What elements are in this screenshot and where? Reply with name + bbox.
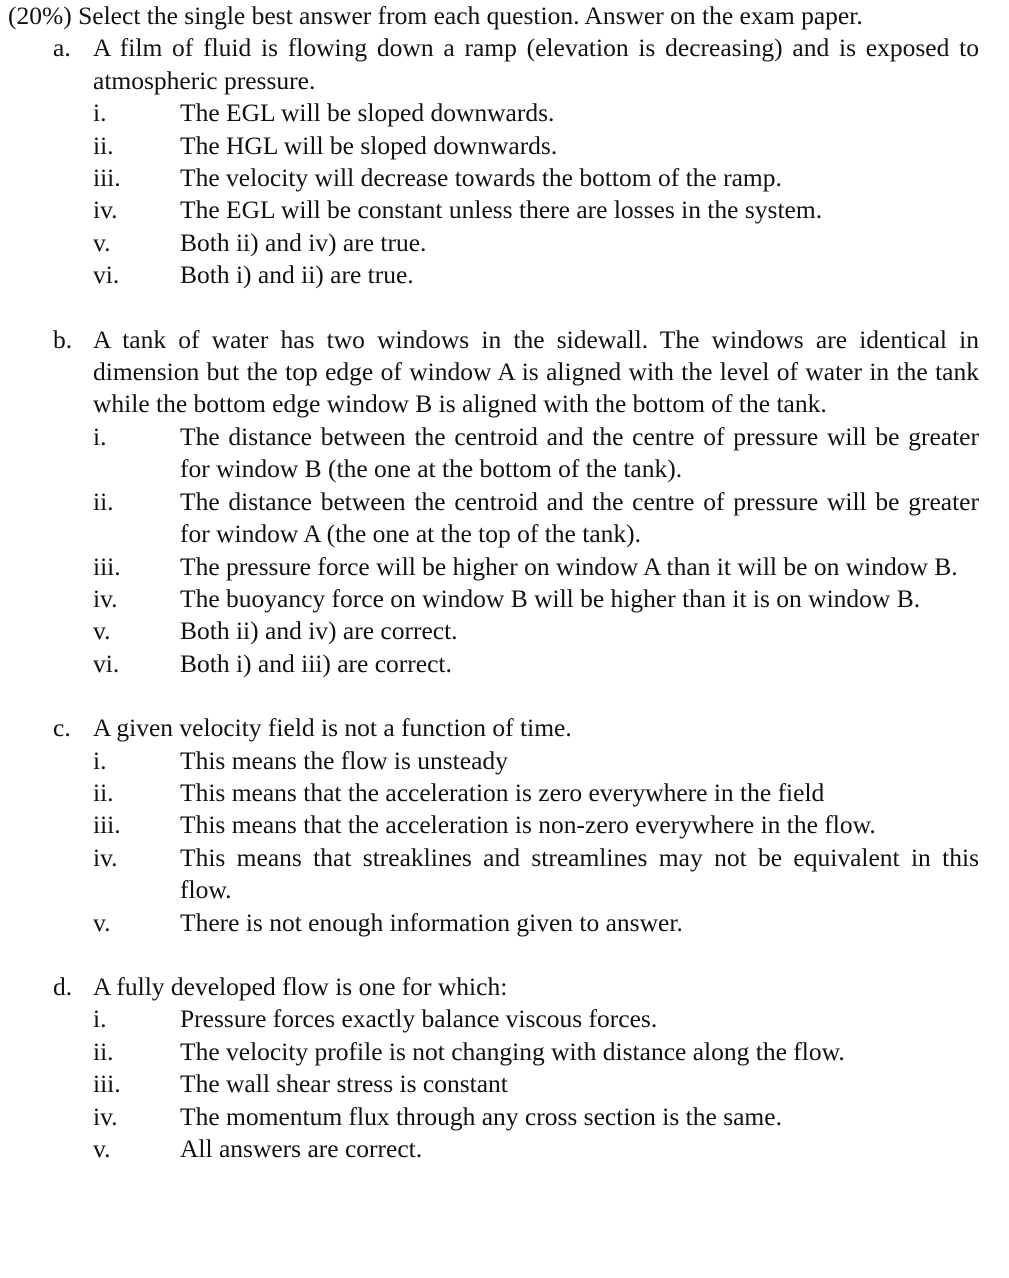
option-marker: i. <box>93 421 107 451</box>
option-marker: i. <box>93 98 107 128</box>
option-text: There is not enough information given to answer. <box>180 907 683 937</box>
option-text: This means that the acceleration is non-zero everywhere in the flow. <box>180 810 876 840</box>
option-text: The momentum flux through any cross section is the same. <box>180 1101 782 1131</box>
spacer <box>8 292 979 324</box>
option-marker: iv. <box>93 1101 118 1131</box>
question-stem: A film of fluid is flowing down a ramp (elevation is decreasing) and is exposed to atmospheric pressure. <box>93 33 979 95</box>
answer-option <box>93 745 979 777</box>
option-marker: v. <box>93 907 111 937</box>
option-text: All answers are correct. <box>180 1134 423 1163</box>
option-text: Both i) and ii) are true. <box>180 260 414 290</box>
answer-options <box>93 745 979 939</box>
option-text: Pressure forces exactly balance viscous forces. <box>180 1004 658 1034</box>
option-text: Both ii) and iv) are correct. <box>180 616 458 646</box>
option-text: The EGL will be sloped downwards. <box>180 98 555 128</box>
option-text: The velocity profile is not changing with distance along the flow. <box>180 1036 845 1066</box>
answer-option <box>93 1003 979 1035</box>
question-marker: b. <box>53 324 73 354</box>
question-stem: A given velocity field is not a function of time. <box>93 713 572 743</box>
question-marker: c. <box>53 713 71 743</box>
answer-option <box>93 615 979 647</box>
option-marker: v. <box>93 616 111 646</box>
answer-option <box>93 551 979 583</box>
option-marker: vi. <box>93 648 120 678</box>
option-text: Both ii) and iv) are true. <box>180 227 427 257</box>
option-marker: iii. <box>93 810 121 840</box>
option-text: The distance between the centroid and the centre of pressure will be greater for window A (the one at the top of the tank). <box>180 486 979 549</box>
option-marker: iii. <box>93 1069 121 1099</box>
option-text: Both i) and iii) are correct. <box>180 648 452 678</box>
answer-options <box>93 97 979 291</box>
question-marker: d. <box>53 971 73 1001</box>
answer-options <box>93 421 979 680</box>
answer-option <box>93 809 979 841</box>
answer-option <box>93 583 979 615</box>
option-marker: i. <box>93 745 107 775</box>
option-marker: iii. <box>93 551 121 581</box>
answer-option <box>93 227 979 259</box>
option-marker: iv. <box>93 842 118 872</box>
answer-option <box>93 907 979 939</box>
option-marker: iv. <box>93 583 118 613</box>
answer-option <box>93 259 979 291</box>
option-text: The EGL will be constant unless there are losses in the system. <box>180 195 823 225</box>
answer-option <box>93 194 979 226</box>
option-text: The pressure force will be higher on window A than it will be on window B. <box>180 551 958 581</box>
answer-option <box>93 777 979 809</box>
section-instructions: (20%) Select the single best answer from each question. Answer on the exam paper. <box>8 1 863 30</box>
option-text: The buoyancy force on window B will be higher than it is on window B. <box>180 583 921 613</box>
option-text: This means that streaklines and streamlines may not be equivalent in this flow. <box>180 842 979 905</box>
question-c <box>53 712 979 939</box>
question-stem: A fully developed flow is one for which: <box>93 971 508 1001</box>
answer-option <box>93 486 979 551</box>
option-marker: iv. <box>93 195 118 225</box>
answer-option <box>93 421 979 486</box>
option-marker: vi. <box>93 260 120 290</box>
question-stem: A tank of water has two windows in the sidewall. The windows are identical in dimension but the top edge of window A is aligned with the level of water in the tank while the bottom edge window B is aligned with the bottom of the tank. <box>93 324 979 419</box>
option-text: The velocity will decrease towards the bottom of the ramp. <box>180 163 782 193</box>
option-text: This means the flow is unsteady <box>180 745 508 775</box>
answer-option <box>93 130 979 162</box>
option-marker: ii. <box>93 130 114 160</box>
answer-options <box>93 1003 979 1165</box>
answer-option <box>93 97 979 129</box>
option-marker: iii. <box>93 163 121 193</box>
answer-option <box>93 1133 979 1165</box>
option-text: The HGL will be sloped downwards. <box>180 130 558 160</box>
option-marker: v. <box>93 227 111 257</box>
question-d <box>53 971 979 1165</box>
answer-option <box>93 1068 979 1100</box>
option-marker: v. <box>93 1134 111 1163</box>
option-text: The wall shear stress is constant <box>180 1069 508 1099</box>
option-marker: ii. <box>93 1036 114 1066</box>
answer-option <box>93 842 979 907</box>
question-b <box>53 324 979 680</box>
option-marker: i. <box>93 1004 107 1034</box>
answer-option <box>93 1101 979 1133</box>
option-marker: ii. <box>93 486 114 516</box>
option-marker: ii. <box>93 777 114 807</box>
option-text: The distance between the centroid and the centre of pressure will be greater for window B (the one at the bottom of the tank). <box>180 421 979 484</box>
answer-option <box>93 1036 979 1068</box>
answer-option <box>93 162 979 194</box>
option-text: This means that the acceleration is zero everywhere in the field <box>180 777 825 807</box>
spacer <box>8 680 979 712</box>
question-a <box>53 32 979 291</box>
question-marker: a. <box>53 33 71 63</box>
answer-option <box>93 648 979 680</box>
spacer <box>8 939 979 971</box>
